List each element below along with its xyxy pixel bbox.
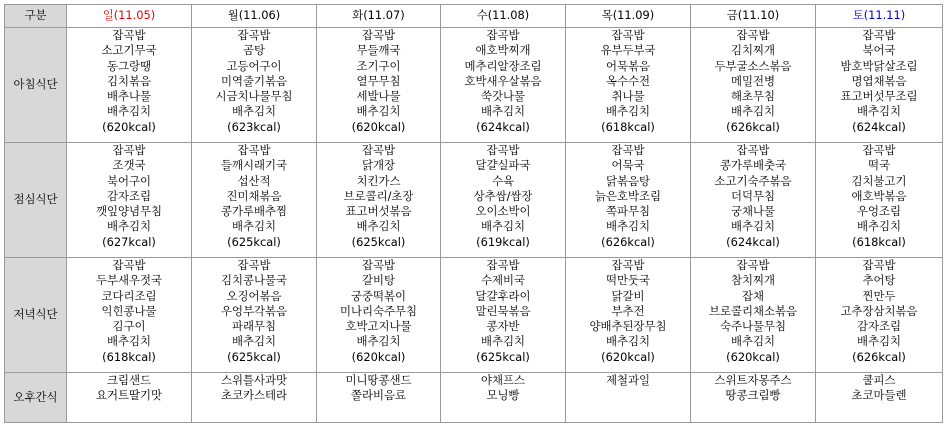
menu-item: 쪽파무침 [605, 204, 650, 219]
menu-item: 배추김치 [856, 219, 901, 234]
menu-item: 표고버섯볶음 [345, 204, 412, 219]
menu-item: 김치찌개 [730, 43, 775, 58]
menu-item: 닭갈비 [611, 288, 645, 303]
menu-item: (625kcal) [227, 349, 281, 364]
menu-item: 잡곡밥 [112, 143, 146, 157]
day-header-saturday: 토(11.11) [816, 5, 943, 28]
header-row [5, 5, 943, 28]
menu-cell [441, 28, 566, 143]
menu-item: 북어국 [862, 43, 896, 58]
menu-cell [192, 28, 317, 143]
menu-item: 닭볶음탕 [605, 173, 650, 188]
menu-item: 잡곡밥 [486, 143, 520, 157]
menu-item: 배추김치 [231, 219, 276, 234]
menu-cell [816, 258, 943, 373]
menu-item: 오징어볶음 [226, 288, 282, 303]
menu-item: 참치찌개 [730, 273, 775, 288]
menu-item: 잡곡밥 [361, 258, 395, 272]
menu-item: 상추쌈/쌈장 [473, 188, 533, 203]
menu-cell [67, 258, 192, 373]
menu-item: 잡곡밥 [611, 28, 645, 42]
menu-cell [441, 143, 566, 258]
menu-item: 초코카스테라 [220, 388, 288, 403]
menu-item: 수육 [491, 173, 514, 188]
menu-item: 찐만두 [862, 288, 896, 303]
menu-item: 배추김치 [106, 104, 151, 119]
menu-item: 조갯국 [112, 158, 146, 173]
menu-item: 시금치나물무침 [215, 89, 293, 104]
menu-item: 배추김치 [231, 104, 276, 119]
menu-item: 쿨피스 [862, 373, 896, 387]
menu-item: 깻잎양념무침 [95, 204, 163, 219]
menu-item: (625kcal) [351, 234, 406, 249]
menu-item: 섭산적 [237, 173, 271, 188]
menu-item: (625kcal) [476, 349, 530, 364]
menu-item: 잡곡밥 [237, 28, 271, 42]
menu-item: 배추김치 [856, 334, 901, 349]
menu-cell [691, 373, 816, 423]
menu-item: 애호박찌개 [475, 43, 531, 58]
menu-item: 야채프스 [480, 373, 525, 387]
menu-cell [317, 28, 441, 143]
menu-item: 모닝빵 [486, 388, 520, 403]
menu-item: 배추김치 [480, 219, 525, 234]
menu-item: 명엽채볶음 [851, 73, 907, 88]
day-header-thursday: 목(11.09) [566, 5, 691, 28]
menu-cell [816, 143, 943, 258]
meal-row-breakfast [5, 28, 943, 143]
menu-item: (618kcal) [852, 234, 906, 249]
menu-item: 배추김치 [356, 334, 401, 349]
menu-item: 배추김치 [106, 219, 151, 234]
row-label-lunch: 점심식단 [5, 143, 67, 258]
menu-item: 조기구이 [356, 58, 401, 73]
menu-item: 잡곡밥 [237, 143, 271, 157]
menu-item: 더덕무침 [730, 188, 775, 203]
menu-item: 배추김치 [356, 104, 401, 119]
menu-item: 메추리알장조림 [464, 58, 542, 73]
menu-cell [67, 373, 192, 423]
day-header-monday: 월(11.06) [192, 5, 317, 28]
menu-item: 브로콜리채소볶음 [708, 303, 798, 318]
menu-item: 배추김치 [231, 334, 276, 349]
menu-item: 떡국 [867, 158, 890, 173]
menu-cell [67, 143, 192, 258]
menu-cell [691, 258, 816, 373]
menu-item: 쫄라비음료 [350, 388, 407, 403]
menu-item: 오이소박이 [475, 204, 531, 219]
menu-item: (620kcal) [351, 349, 406, 364]
menu-item: 배추김치 [605, 219, 650, 234]
menu-item: 우엉조림 [856, 204, 901, 219]
menu-item: 두부새우젓국 [95, 273, 163, 288]
menu-item: (626kcal) [601, 234, 655, 249]
menu-item: 배추김치 [106, 334, 151, 349]
menu-item: 김치콩나물국 [220, 273, 288, 288]
menu-item: 어묵볶음 [605, 58, 650, 73]
menu-item: 애호박볶음 [851, 188, 907, 203]
menu-item: 미니땅콩샌드 [345, 373, 412, 387]
menu-item: 잡채 [741, 288, 764, 303]
menu-cell [816, 28, 943, 143]
menu-cell [192, 143, 317, 258]
menu-item: 요거트딸기맛 [95, 388, 163, 403]
menu-item: 잡곡밥 [486, 258, 520, 272]
menu-item: 늙은호박조림 [594, 188, 662, 203]
menu-item: 떡만둣국 [605, 273, 650, 288]
menu-item: 잡곡밥 [611, 258, 645, 272]
menu-cell [192, 373, 317, 423]
menu-item: 세발나물 [356, 89, 401, 104]
menu-item: 잡곡밥 [736, 28, 770, 42]
menu-item: 잡곡밥 [361, 143, 395, 157]
meal-row-dinner [5, 258, 943, 373]
menu-item: 달걀실파국 [475, 158, 531, 173]
menu-item: (627kcal) [102, 234, 156, 249]
menu-item: 감자조림 [106, 188, 151, 203]
menu-item: 김치볶음 [106, 73, 151, 88]
menu-item: 배추김치 [356, 219, 401, 234]
day-header-tuesday: 화(11.07) [317, 5, 441, 28]
row-label-dinner: 저녁식단 [5, 258, 67, 373]
menu-item: 배추김치 [730, 104, 775, 119]
menu-item: 해초무침 [730, 89, 775, 104]
menu-item: 잡곡밥 [862, 258, 896, 272]
menu-item: 크림샌드 [106, 373, 151, 387]
menu-item: 김치불고기 [851, 173, 907, 188]
menu-item: (620kcal) [102, 119, 156, 134]
menu-cell [566, 143, 691, 258]
day-header-sunday: 일(11.05) [67, 5, 192, 28]
menu-item: 들깨시래기국 [220, 158, 288, 173]
menu-item: 배추나물 [106, 89, 151, 104]
menu-item: 표고버섯무조림 [840, 89, 918, 104]
menu-item: 미역줄기볶음 [220, 73, 288, 88]
menu-item: 달걀후라이 [475, 288, 531, 303]
menu-item: 소고기무국 [101, 43, 157, 58]
menu-body [5, 28, 943, 423]
row-label-breakfast: 아침식단 [5, 28, 67, 143]
menu-item: 배추김치 [480, 104, 525, 119]
menu-item: 수제비국 [480, 273, 525, 288]
menu-item: 양배추된장무침 [589, 319, 667, 334]
menu-cell [192, 258, 317, 373]
menu-item: (624kcal) [476, 119, 530, 134]
menu-item: 무들깨국 [356, 43, 401, 58]
menu-cell [317, 143, 441, 258]
menu-item: 우엉부각볶음 [220, 303, 288, 318]
day-header-wednesday: 수(11.08) [441, 5, 566, 28]
menu-item: 고추장삼치볶음 [840, 303, 918, 318]
menu-item: 코다리조림 [101, 288, 157, 303]
menu-item: 메밀전병 [730, 73, 775, 88]
menu-cell [816, 373, 943, 423]
menu-item: 밤호박닭살조림 [840, 58, 918, 73]
menu-item: 호박새우살볶음 [464, 73, 542, 88]
menu-item: 잡곡밥 [486, 28, 520, 42]
menu-item: 제철과일 [605, 373, 650, 387]
menu-item: 북어구이 [106, 173, 151, 188]
menu-item: 닭개장 [361, 158, 395, 173]
menu-item: (620kcal) [726, 349, 780, 364]
menu-item: 배추김치 [856, 104, 901, 119]
menu-item: 잡곡밥 [736, 258, 770, 272]
menu-item: 파래무침 [231, 319, 276, 334]
menu-cell [566, 258, 691, 373]
menu-item: (620kcal) [351, 119, 406, 134]
menu-item: 콩가루배춧국 [719, 158, 787, 173]
menu-item: 감자조림 [856, 319, 901, 334]
menu-item: 잡곡밥 [862, 28, 896, 42]
menu-item: 궁채나물 [730, 204, 775, 219]
meal-row-lunch [5, 143, 943, 258]
menu-cell [441, 258, 566, 373]
menu-item: 잡곡밥 [862, 143, 896, 157]
menu-item: 배추김치 [730, 334, 775, 349]
day-header-friday: 금(11.10) [691, 5, 816, 28]
menu-item: 곰탕 [242, 43, 265, 58]
menu-cell [317, 373, 441, 423]
menu-item: (626kcal) [852, 349, 906, 364]
menu-item: 쑥갓나물 [480, 89, 525, 104]
menu-item: 두부굴소스볶음 [714, 58, 792, 73]
menu-item: 스위트자몽주스 [714, 373, 792, 387]
menu-item: 치킨가스 [356, 173, 401, 188]
menu-cell [317, 258, 441, 373]
menu-item: (626kcal) [726, 119, 780, 134]
weekly-meal-table [4, 4, 943, 423]
menu-item: 부추전 [611, 303, 645, 318]
menu-cell [441, 373, 566, 423]
menu-item: 김구이 [112, 319, 146, 334]
menu-item: 취나물 [611, 89, 645, 104]
menu-item: 어묵국 [611, 158, 645, 173]
menu-item: 동그랑땡 [106, 58, 151, 73]
menu-item: (623kcal) [227, 119, 281, 134]
menu-item: 잡곡밥 [611, 143, 645, 157]
menu-item: 소고기숙주볶음 [714, 173, 792, 188]
menu-item: 진미채볶음 [226, 188, 282, 203]
menu-item: 숙주나물무침 [719, 319, 787, 334]
menu-item: 배추김치 [480, 334, 525, 349]
category-header: 구분 [5, 5, 67, 28]
menu-item: 미나리숙주무침 [339, 303, 418, 318]
menu-item: 호박고지나물 [345, 319, 412, 334]
menu-item: (625kcal) [227, 234, 281, 249]
menu-cell [691, 143, 816, 258]
menu-item: (619kcal) [476, 234, 530, 249]
menu-item: (624kcal) [726, 234, 780, 249]
menu-item: 궁중떡볶이 [350, 288, 407, 303]
menu-item: 콩자반 [486, 319, 520, 334]
menu-item: 콩가루배추찜 [220, 204, 288, 219]
menu-item: 말린묵볶음 [475, 303, 531, 318]
menu-item: 잡곡밥 [736, 143, 770, 157]
menu-item: 고등어구이 [226, 58, 282, 73]
menu-item: 열무무침 [356, 73, 401, 88]
menu-item: 브로콜리/초장 [343, 188, 414, 203]
menu-item: (620kcal) [601, 349, 655, 364]
menu-item: 땅콩크림빵 [725, 388, 781, 403]
menu-item: 유부두부국 [600, 43, 656, 58]
menu-item: 잡곡밥 [361, 28, 395, 42]
menu-item: 추어탕 [862, 273, 896, 288]
menu-item: (618kcal) [601, 119, 655, 134]
row-label-snack: 오후간식 [5, 373, 67, 423]
menu-item: 배추김치 [605, 334, 650, 349]
menu-item: 스위틀사과맛 [220, 373, 288, 387]
menu-item: 잡곡밥 [237, 258, 271, 272]
menu-item: 익힌콩나물 [101, 303, 157, 318]
meal-row-snack [5, 373, 943, 423]
menu-cell [67, 28, 192, 143]
menu-item: 잡곡밥 [112, 258, 146, 272]
menu-item: 갈비탕 [361, 273, 395, 288]
menu-cell [566, 28, 691, 143]
menu-item: 배추김치 [730, 219, 775, 234]
menu-cell [691, 28, 816, 143]
menu-item: 잡곡밥 [112, 28, 146, 42]
menu-cell [566, 373, 691, 423]
menu-item: 배추김치 [605, 104, 650, 119]
menu-item: 옥수수전 [605, 73, 650, 88]
menu-item: 초코마들렌 [851, 388, 907, 403]
menu-item: (624kcal) [852, 119, 906, 134]
menu-item: (618kcal) [102, 349, 156, 364]
